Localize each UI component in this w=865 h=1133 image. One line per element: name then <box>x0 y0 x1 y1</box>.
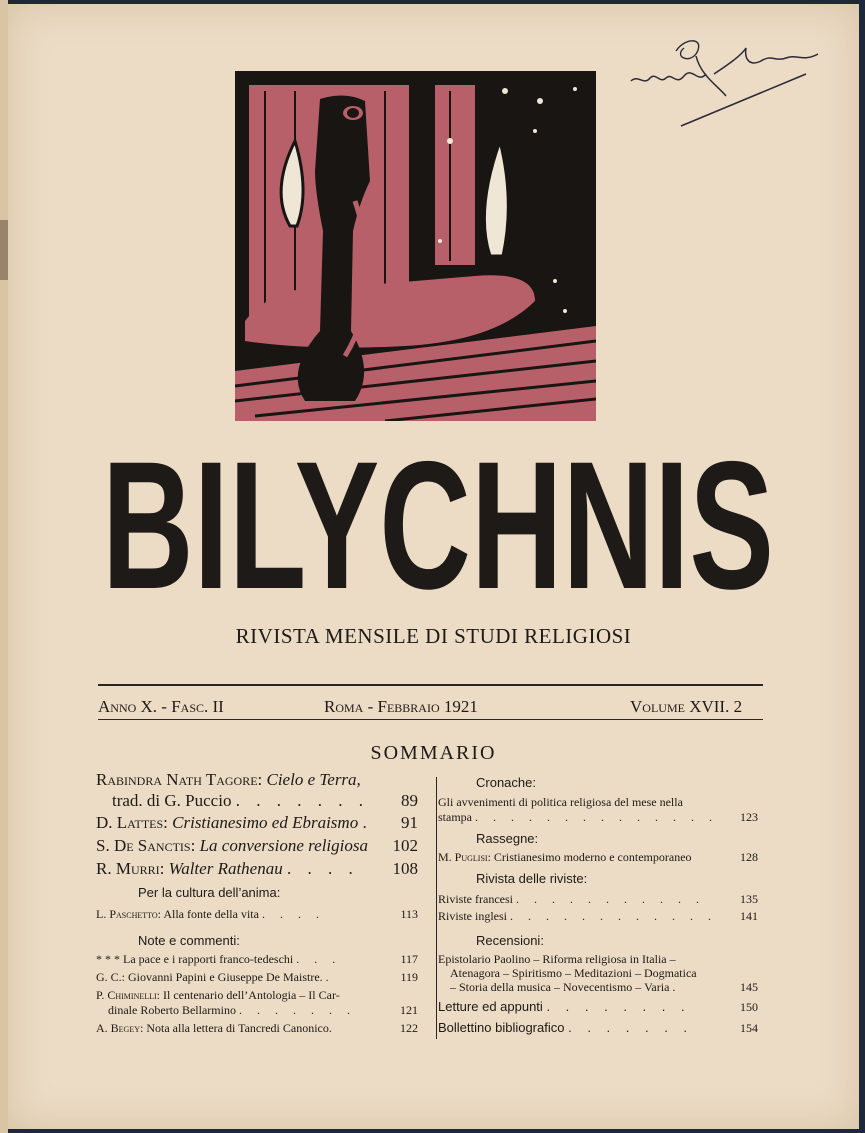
divider-top <box>98 684 763 686</box>
page-number: 128 <box>740 850 758 864</box>
spine-label <box>0 220 8 280</box>
toc-entry: Epistolario Paolino – Riforma religiosa in Italia – <box>438 952 676 966</box>
page-number: 141 <box>740 909 758 923</box>
toc-entry: R. Murri: Walter Rathenau . . . . <box>96 859 359 878</box>
handwritten-signature <box>626 26 836 136</box>
svg-text:BILYCHNIS: BILYCHNIS <box>102 448 774 598</box>
toc-entry: G. C.: Giovanni Papini e Giuseppe De Maistre. . <box>96 970 335 984</box>
toc-entry-continued: Atenagora – Spiritismo – Meditazioni – Dogmatica <box>450 966 697 980</box>
issue-place-date: Roma - Febbraio 1921 <box>324 697 478 716</box>
toc-entry: D. Lattes: Cristianesimo ed Ebraismo . <box>96 813 373 832</box>
toc-entry-continued: trad. di G. Puccio . . . . . . . <box>112 791 369 810</box>
cover-woodcut-lamp <box>235 71 596 421</box>
section-heading: Rassegne: <box>476 831 539 846</box>
issue-number: Anno X. - Fasc. II <box>98 697 224 716</box>
section-heading: Per la cultura dell’anima: <box>138 885 281 900</box>
page-number: 119 <box>400 970 418 984</box>
subtitle: RIVISTA MENSILE DI STUDI RELIGIOSI <box>235 624 632 648</box>
toc-entry: Riviste francesi . . . . . . . . . . . <box>438 892 705 906</box>
section-heading: Cronache: <box>476 775 536 790</box>
toc-entry: L. Paschetto: Alla fonte della vita . . . . <box>96 907 325 921</box>
toc-entry-continued: stampa . . . . . . . . . . . . . . <box>438 810 718 824</box>
page-number: 122 <box>400 1021 418 1035</box>
toc-entry: Rabindra Nath Tagore: Cielo e Terra, <box>96 770 361 789</box>
toc-entry: Bollettino bibliografico . . . . . . . <box>438 1020 694 1035</box>
masthead-title <box>98 448 778 598</box>
page-number: 150 <box>740 1000 758 1014</box>
divider-bottom <box>98 719 763 720</box>
page-number: 102 <box>392 836 418 855</box>
toc-entry: P. Chiminelli: Il centenario dell’Antologia – Il Car- <box>96 988 340 1002</box>
section-heading: Note e commenti: <box>138 933 240 948</box>
toc-entry: Riviste inglesi . . . . . . . . . . . . <box>438 909 717 923</box>
toc-entry: S. De Sanctis: La conversione religiosa <box>96 836 368 855</box>
page-number: 145 <box>740 980 758 994</box>
section-heading: Recensioni: <box>476 933 544 948</box>
column-divider <box>436 777 437 1039</box>
toc-entry: M. Puglisi: Cristianesimo moderno e contemporaneo <box>438 850 692 864</box>
page-number: 117 <box>400 952 418 966</box>
contents-heading: SOMMARIO <box>370 742 497 764</box>
magazine-cover <box>8 4 859 1129</box>
toc-entry: Gli avvenimenti di politica religiosa del mese nella <box>438 795 683 809</box>
page-number: 108 <box>392 859 418 878</box>
page-number: 91 <box>401 813 418 832</box>
page-number: 113 <box>400 907 418 921</box>
toc-entry-continued: – Storia della musica – Novecentismo – Varia . <box>450 980 682 994</box>
page-number: 135 <box>740 892 758 906</box>
toc-entry-continued: dinale Roberto Bellarmino . . . . . . . <box>108 1003 356 1017</box>
toc-entry: * * * La pace e i rapporti franco-tedeschi . . . <box>96 952 342 966</box>
page-number: 123 <box>740 810 758 824</box>
page-number: 89 <box>401 791 418 810</box>
page-number: 121 <box>400 1003 418 1017</box>
volume-number: Volume XVII. 2 <box>630 697 743 716</box>
cover-spine <box>0 0 8 1133</box>
page-number: 154 <box>740 1021 758 1035</box>
section-heading: Rivista delle riviste: <box>476 871 588 886</box>
toc-entry: Letture ed appunti . . . . . . . . <box>438 999 691 1014</box>
toc-entry: A. Begey: Nota alla lettera di Tancredi Canonico. <box>96 1021 332 1035</box>
